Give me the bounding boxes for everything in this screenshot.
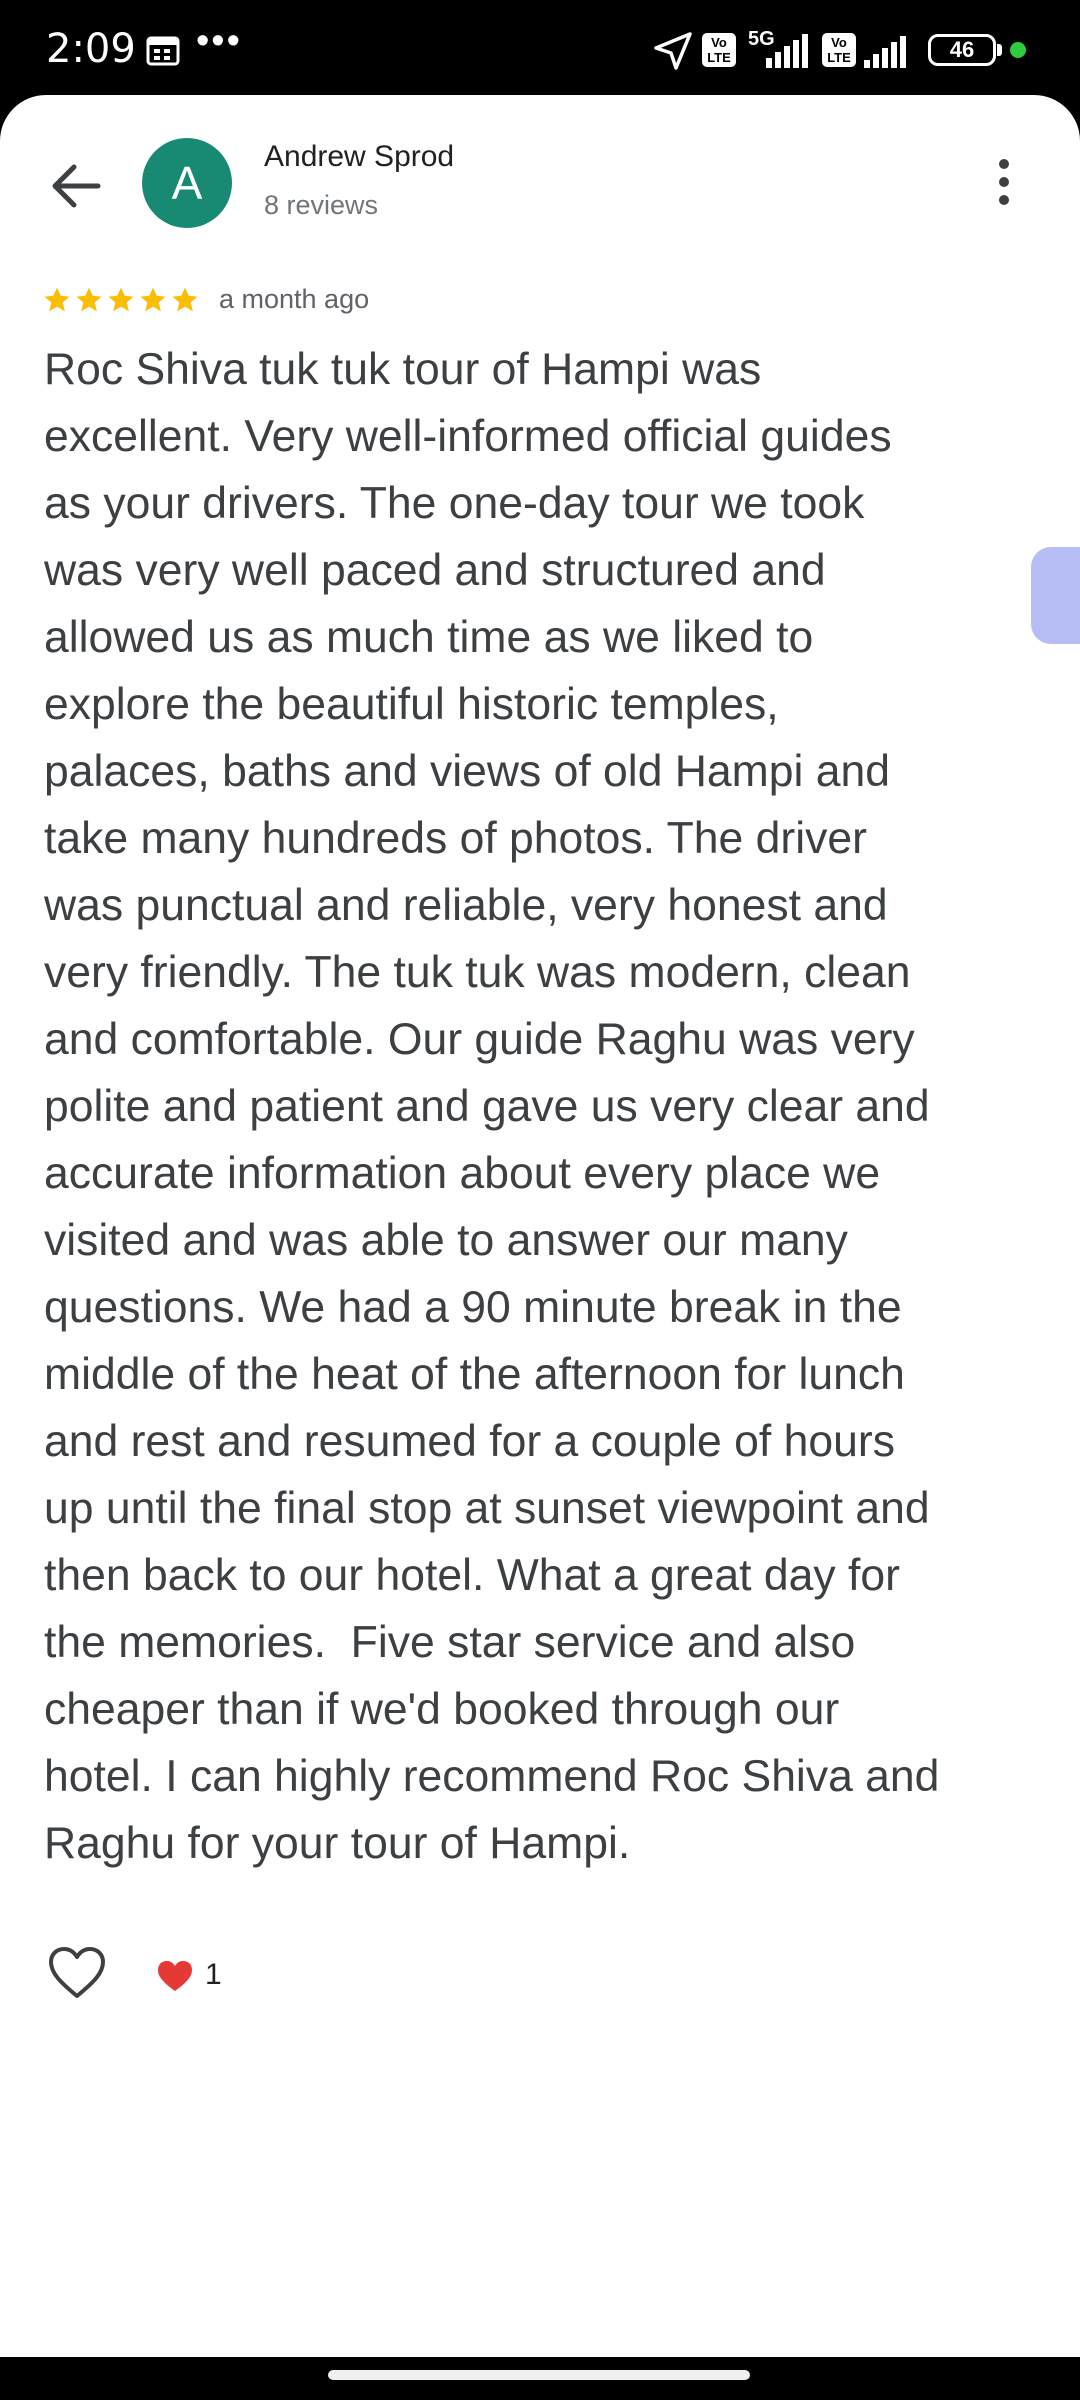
home-indicator[interactable]	[328, 2370, 750, 2380]
star-icon	[138, 284, 168, 316]
star-icon	[74, 284, 104, 316]
volte-badge-2: Vo LTE	[822, 33, 856, 67]
network-type: 5G	[748, 28, 775, 50]
review-text: Roc Shiva tuk tuk tour of Hampi was excellent. Very well-informed official guides as your drivers. The one-day tour we took was very well paced and structured and allowed us as much time as we liked to explore the beautiful historic temples, palaces, baths and views of old Hampi and take many hundreds of photos. The driver was punctual and reliable, very honest and very friendly. The tuk tuk was modern, clean and comfortable. Our guide Raghu was very polite and patient and gave us very clear and accurate information about every place we visited and was able to answer our many questions. We had a 90 minute break in the middle of the heat of the afternoon for lunch and rest and resumed for a couple of hours up until the final stop at sunset viewpoint and then back to our hotel. What a great day for the memories. Five star service and also cheaper than if we'd booked through our hotel. I can highly recommend Roc Shiva and Raghu for your tour of Hampi.	[44, 345, 940, 1868]
star-icon	[170, 284, 200, 316]
more-vert-icon[interactable]	[980, 150, 1028, 214]
heart-outline-icon[interactable]	[46, 1942, 108, 2004]
privacy-indicator-dot	[1010, 42, 1026, 58]
battery-icon: 46	[928, 34, 996, 66]
floating-side-tab[interactable]	[1031, 547, 1080, 644]
more-notifications-icon: •••	[196, 20, 242, 62]
heart-filled-icon	[156, 1958, 194, 1994]
star-icon	[42, 284, 72, 316]
status-bar	[0, 0, 1080, 95]
battery-tip	[997, 44, 1002, 56]
star-icon	[106, 284, 136, 316]
signal-icon	[752, 34, 812, 68]
review-time-ago: a month ago	[219, 284, 370, 314]
signal-icon-2	[858, 34, 918, 68]
calendar-icon	[146, 34, 180, 66]
back-arrow-icon[interactable]	[40, 150, 112, 222]
navigation-arrow-icon	[652, 30, 694, 72]
volte-badge: Vo LTE	[702, 33, 736, 67]
reviewer-name[interactable]: Andrew Sprod	[264, 140, 455, 173]
star-rating	[42, 284, 200, 320]
reviewer-review-count: 8 reviews	[264, 190, 379, 220]
avatar[interactable]: A	[142, 138, 232, 228]
status-time: 2:09	[46, 26, 136, 72]
reaction-count: 1	[205, 1958, 222, 1991]
